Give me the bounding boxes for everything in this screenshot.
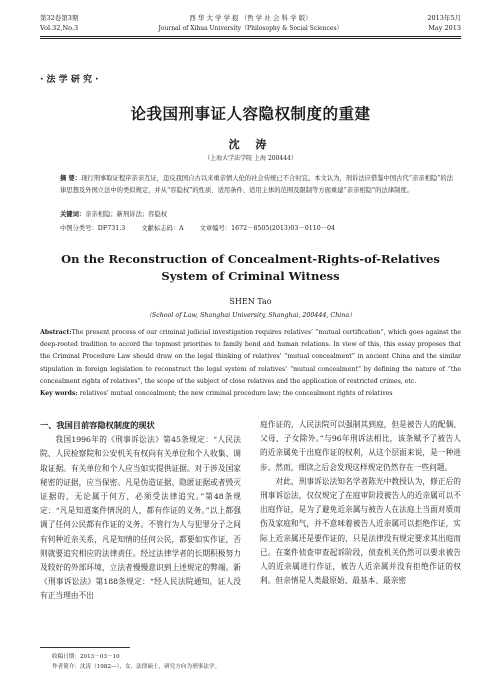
article-title-en [0, 251, 501, 285]
abstract-en-text: The present process of our criminal judicial investigation requires relatives’ “mutual certification”, which goes against the deep-rooted tradition to accord the topmost priorities to family bond and human relations. In view of this, this essay proposes that the Criminal Procedure Law should draw on the legal thinking of relatives’ “mutual concealment” in ancient China and the similar stipulation in foreign legislation to reconstruct the legal system of relatives’ “mutual concealment” by defining the nature of “the concealment rights of relatives”, the scope of the subject of close relatives and the application of restricted crimes, etc. [40, 329, 461, 385]
document-code: 文献标志码：A [141, 225, 184, 232]
header-date-en: May 2013 [428, 24, 461, 32]
affiliation-en: （School of Law, Shanghai University, Shanghai, 200444, China） [145, 312, 356, 319]
body-paragraph: 我国1996年的《刑事诉讼法》第45条规定：“人民法院、人民检察院和公安机关有权向有关单位和个人收集、调取证据。有关单位和个人应当如实提供证据。对于涉及国家秘密的证据，应当保密。凡是伪造证据、隐匿证据或者毁灭证据的，无论属于何方，必须受法律追究。”第48条规定：“凡是知道案件情况的人，都有作证的义务。”以上都强调了任何公民都有作证的义务。不管行为人与犯罪分子之间有何种近亲关系，凡是知情的任何公民，都要如实作证，否则就要追究相应的法律责任。经过法律学者的长期积极努力及较好的外部环境，立法者慢慢意识到上述规定的弊端。新《刑事诉讼法》第188条规定：“经人民法院通知，证人没有正当理由不出 [40, 435, 241, 601]
author-cn: 沈 涛 [228, 138, 273, 151]
abstract-cn-label: 摘 要： [60, 175, 82, 182]
article-number: 文章编号：1672－8505(2013)03－0110－04 [199, 225, 336, 232]
clc-number: 中图分类号：DF731.3 [60, 225, 126, 232]
keywords-en-text: relatives’ mutual concealment; the new criminal procedure law; the concealment rights of relatives [79, 390, 393, 397]
keywords-cn-text: 亲亲相隐；新刑诉法；容隐权 [85, 211, 168, 218]
keywords-en [40, 390, 461, 397]
abstract-cn-text: 现行刑事取证程序亲亲互证，违反我国自古以来重亲情人伦的社会传统已不合时宜。本文认为，刑诉法应借鉴中国古代“亲亲相隐”的法律思想及外国立法中的类似规定，并从“容隐权”的性质、适用条件、适用主体的范围及限制等方面重建“亲亲相隐”的法律制度。 [60, 175, 453, 194]
header-journal-en: Journal of Xihua University（Philosophy & Social Sciences） [158, 25, 343, 32]
article-title-cn: 论我国刑事证人容隐权制度的重建 [130, 105, 371, 123]
header-rule-thin [40, 38, 461, 39]
footnote-rule [40, 647, 130, 648]
abstract-cn [60, 173, 453, 196]
header-volume-en: Vol.32,No.3 [40, 24, 79, 32]
affiliation-cn: （上海大学法学院 上海 200444） [204, 155, 297, 162]
body-paragraph: 对此，刑事诉讼法知名学者陈光中教授认为，修正后的刑事诉讼法，仅仅规定了在庭审阶段被告人的近亲属可以不出庭作证，是为了避免近亲属与被告人在法庭上当面对质而伤及家庭和气，并不意味着被告人近亲属可以拒绝作证，实际上近亲属还是要作证的，只是法律没有规定要求其出庭而已。在案件侦查审查起诉阶段，侦查机关仍然可以要求被告人的近亲属进行作证，被告人近亲属并没有拒绝作证的权利。但亲情是人类最原始、最基本、最亲密 [260, 476, 461, 586]
footnote-author-info: 作者简介：沈涛（1982—），女，法律硕士，研究方向为刑事法学。 [52, 664, 221, 670]
keywords-cn [60, 209, 167, 218]
body-column-left [40, 418, 241, 604]
body-paragraph: 庭作证的，人民法院可以强制其到庭，但是被告人的配偶、父母、子女除外。”与96年刑诉法相比，该条赋予了被告人的近亲属免于出庭作证的权利，从这个层面来说，是一种进步。然而，细读之后会发现这样规定仍然存在一些问题。 [260, 420, 461, 472]
header-volume-cn: 第32卷第3期 [40, 14, 79, 22]
header-journal-cn: 西 华 大 学 学 报 （哲 学 社 会 科 学 版） [189, 14, 312, 22]
abstract-en [40, 327, 461, 388]
author-en: SHEN Tao [229, 297, 272, 306]
header-rule [40, 36, 461, 37]
title-en-line2: System of Criminal Witness [161, 269, 340, 283]
body-column-right [260, 418, 461, 588]
section-heading-1: 一、我国目前容隐权制度的现状 [40, 420, 155, 430]
classification-line [60, 223, 349, 232]
footnote-received: 收稿日期：2013－03－10 [52, 654, 120, 660]
abstract-en-label: Abstract: [40, 329, 72, 336]
keywords-cn-label: 关键词： [60, 211, 86, 218]
header-date-cn: 2013年5月 [427, 14, 461, 22]
section-label: · 法 学 研 究 · [40, 75, 99, 85]
title-en-line1: On the Reconstruction of Concealment-Rights-of-Relatives [61, 252, 440, 266]
keywords-en-label: Key words: [40, 390, 78, 397]
